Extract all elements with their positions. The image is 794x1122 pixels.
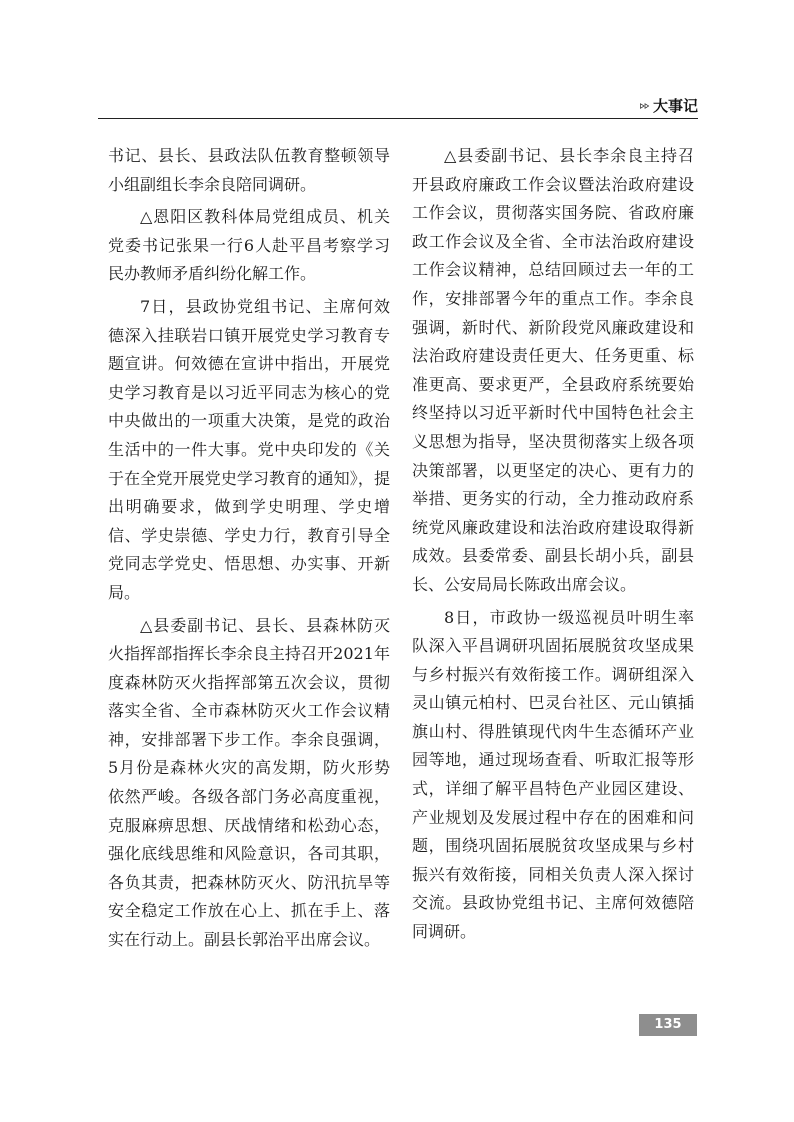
double-triangle-icon (640, 100, 650, 112)
running-header (98, 92, 698, 122)
left-column (108, 142, 390, 959)
right-column (412, 142, 694, 951)
paragraph: 7日，县政协党组书记、主席何效德深入挂联岩口镇开展党史学习教育专题宣讲。何效德在宣讲中指出，开展党史学习教育是以习近平同志为核心的党中央做出的一项重大决策，是党的政治生活中的一件大事。党中央印发的《关于在全党开展党史学习教育的通知》，提出明确要求，做到学史明理、学史增信、学史崇德、学史力行，教育引导全党同志学党史、悟思想、办实事、开新局。 (108, 296, 390, 602)
section-header (640, 95, 698, 116)
section-title: 大事记 (652, 97, 698, 115)
page-number: 135 (639, 1014, 697, 1036)
header-rule (98, 118, 698, 119)
paragraph: △县委副书记、县长李余良主持召开县政府廉政工作会议暨法治政府建设工作会议，贯彻落实国务院、省政府廉政工作会议及全省、全市法治政府建设工作会议精神，总结回顾过去一年的工作，安排部署今年的重点工作。李余良强调，新时代、新阶段党风廉政建设和法治政府建设责任更大、任务更重、标准更高、要求更严，全县政府系统要始终坚持以习近平新时代中国特色社会主义思想为指导，坚决贯彻落实上级各项决策部署，以更坚定的决心、更有力的举措、更务实的行动，全力推动政府系统党风廉政建设和法治政府建设取得新成效。县委常委、副县长胡小兵，副县长、公安局局长陈政出席会议。 (412, 146, 694, 594)
paragraph: △县委副书记、县长、县森林防灭火指挥部指挥长李余良主持召开2021年度森林防灭火指挥部第五次会议，贯彻落实全省、全市森林防灭火工作会议精神，安排部署下步工作。李余良强调，5月份是森林火灾的高发期，防火形势依然严峻。各级各部门务必高度重视，克服麻痹思想、厌战情绪和松劲心态，强化底线思维和风险意识，各司其职，各负其责，把森林防灭火、防汛抗旱等安全稳定工作放在心上、抓在手上、落实在行动上。副县长郭治平出席会议。 (108, 615, 390, 950)
paragraph: △恩阳区教科体局党组成员、机关党委书记张果一行6人赴平昌考察学习民办教师矛盾纠纷化解工作。 (108, 207, 390, 284)
paragraph: 书记、县长、县政法队伍教育整顿领导小组副组长李余良陪同调研。 (108, 146, 390, 194)
paragraph: 8日，市政协一级巡视员叶明生率队深入平昌调研巩固拓展脱贫攻坚成果与乡村振兴有效衔接工作。调研组深入灵山镇元柏村、巴灵台社区、元山镇插旗山村、得胜镇现代肉牛生态循环产业园等地，通过现场查看、听取汇报等形式，详细了解平昌特色产业园区建设、产业规划及发展过程中存在的困难和问题，围绕巩固拓展脱贫攻坚成果与乡村振兴有效衔接，同相关负责人深入探讨交流。县政协党组书记、主席何效德陪同调研。 (412, 607, 694, 942)
